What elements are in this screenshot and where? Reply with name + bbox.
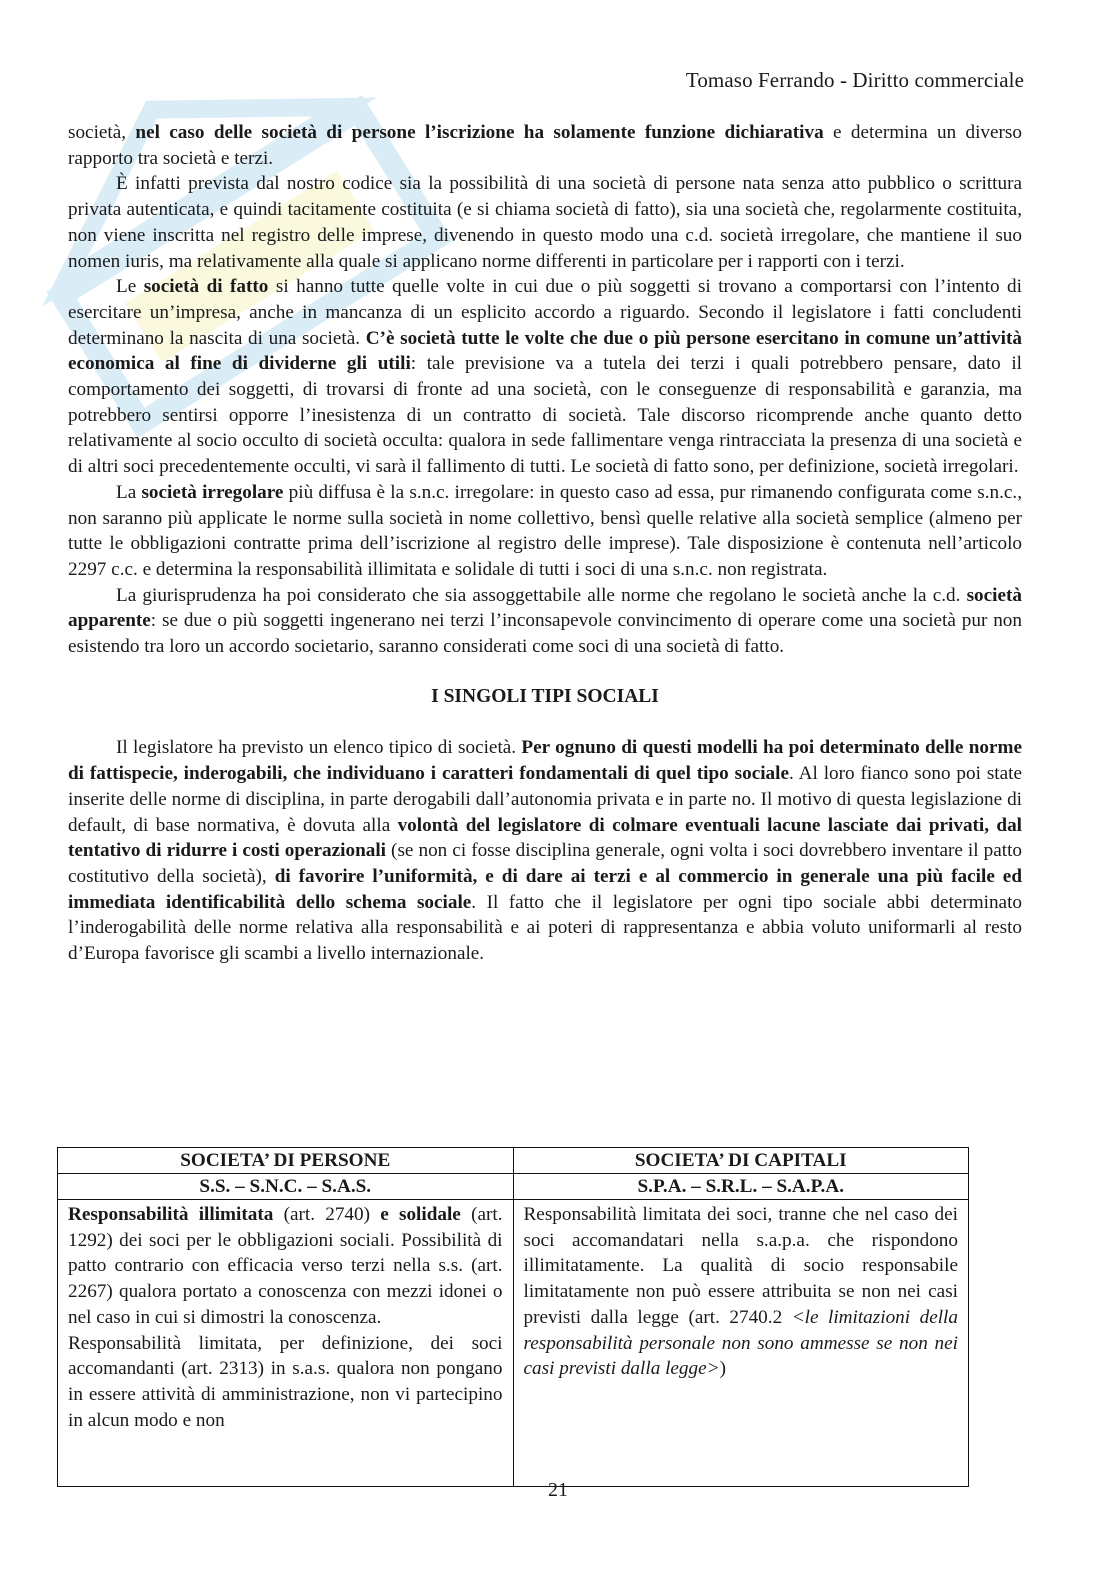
bold-phrase: società di fatto — [143, 276, 269, 298]
paragraph-3: Le società di fatto si hanno tutte quelle volte in cui due o più soggetti si trovano a comportarsi con l’intento di esercitare un’impresa, anche in mancanza di un esplicito accordo a riguardo. Secondo il legislatore i fatti concludenti determinano la nascita di una società. C’è società tutte le volte che due o più persone esercitano in comune un’attività economica al fine di dividerne gli utili: tale previsione va a tutela dei terzi i quali potrebbero pensare, dato il comportamento dei soggetti, di trovarsi di fronte ad una società, con le conseguenze di responsabilità e garanzia, ma potrebbero sentirsi opporre l’inesistenza di un contratto di società. Tale discorso ricomprende anche quanto detto relativamente al socio occulto di società occulta: qualora in sede fallimentare venga rintracciata la presenza di una società e di altri soci precedentemente occulti, vi sarà il fallimento di tutti. Le società di fatto sono, per definizione, società irregolari. — [68, 276, 1022, 478]
paragraph-5: La giurisprudenza ha poi considerato che sia assoggettabile alle norme che regolano le società anche la c.d. società apparente: se due o più soggetti ingenerano nei terzi l’inconsapevole convincimento di operare come una società pur non esistendo tra loro un accordo societario, saranno considerati come soci di una società di fatto. — [68, 584, 1022, 658]
bold-phrase: C’è società tutte le volte che due o più persone esercitano in comune un’attività economica al fine di dividerne gli utili — [68, 327, 1022, 375]
section-heading: I SINGOLI TIPI SOCIALI — [431, 685, 659, 707]
comparison-table — [57, 1147, 969, 1487]
page-body — [68, 120, 1022, 967]
paragraph-1: società, nel caso delle società di persone l’iscrizione ha solamente funzione dichiarativa e determina un diverso rapporto tra società e terzi. — [68, 122, 1022, 169]
bold-phrase: nel caso delle società di persone l’iscrizione ha solamente funzione dichiarativa — [135, 122, 824, 143]
paragraph-4: La società irregolare più diffusa è la s.n.c. irregolare: in questo caso ad essa, pur rimanendo configurata come s.n.c., non saranno più applicate le norme sulla società in nome collettivo, bensì quelle relative alla società semplice (almeno per tutte le obbligazioni contratte prima dell’iscrizione al registro delle imprese). Tale disposizione è contenuta nell’articolo 2297 c.c. e determina la responsabilità illimitata e solidale di tutti i soci di una s.n.c. non registrata. — [68, 481, 1022, 580]
running-header: Tomaso Ferrando - Diritto commerciale — [685, 68, 1024, 92]
table-cell-persone: Responsabilità illimitata (art. 2740) e solidale (art. 1292) dei soci per le obbligazioni sociali. Possibilità di patto contrario con efficacia verso terzi nella s.s. (art. 2267) qualora portato a conoscenza con mezzi idonei o nel caso in cui si dimostri la conoscenza. Responsabilità limitata, per definizione, dei soci accomandanti (art. 2313) in s.a.s. qualora non pongano in essere attività di amministrazione, non vi partecipino in alcun modo e non — [58, 1200, 514, 1487]
paragraph-6: Il legislatore ha previsto un elenco tipico di società. Per ognuno di questi modelli ha poi determinato delle norme di fattispecie, inderogabili, che individuano i caratteri fondamentali di quel tipo sociale. Al loro fianco sono poi state inserite delle norme di disciplina, in parte derogabili dall’autonomia privata e in parte no. Il motivo di questa legislazione di default, di base normativa, è dovuta alla volontà del legislatore di colmare eventuali lacune lasciate dai privati, dal tentativo di ridurre i costi operazionali (se non ci fosse disciplina generale, ogni volta i soci dovrebbero inventare il patto costitutivo della società), di favorire l’uniformità, e di dare ai terzi e al commercio in generale una più facile ed immediata identificabilità dello schema sociale. Il fatto che il legislatore per ogni tipo sociale abbi determinato l’inderogabilità delle norme relativa alla responsabilità e ai poteri di rappresentanza e abbia voluto uniformarli al resto d’Europa favorisce gli scambi a livello internazionale. — [68, 737, 1023, 965]
table-cell-capitali: Responsabilità limitata dei soci, tranne che nel caso dei soci accomandatari nella s.a.p.a. che rispondono illimitatamente. La qualità di socio responsabile limitatamente non può essere attribuita se non nei casi previsti dalla legge (art. 2740.2 <le limitazioni della responsabilità personale non sono ammesse se non nei casi previsti dalla legge>) — [513, 1200, 969, 1487]
bold-phrase: società irregolare — [141, 481, 284, 503]
bold-phrase: di favorire l’uniformità, e di dare ai terzi e al commercio in generale una più facile ed immediata identificabilità dello schema sociale — [68, 865, 1022, 913]
bold-phrase: volontà del legislatore di colmare eventuali lacune lasciate dai privati, dal tentativo di ridurre i costi operazionali — [68, 814, 1022, 862]
page-number: 21 — [548, 1479, 568, 1501]
table-header-persone: SOCIETA’ DI PERSONE — [58, 1148, 514, 1174]
bold-phrase: Per ognuno di questi modelli ha poi determinato delle norme di fattispecie, inderogabili, che individuano i caratteri fondamentali di quel tipo sociale — [68, 737, 1022, 785]
bold-phrase: società apparente — [68, 584, 1022, 632]
paragraph-2: È infatti prevista dal nostro codice sia la possibilità di una società di persone nata senza atto pubblico o scrittura privata autenticata, e quindi tacitamente costituita (e si chiama società di fatto), sia una società che, regolarmente costituita, non viene inscritta nel registro delle imprese, divenendo in questo modo una c.d. società irregolare, che mantiene il suo nomen iuris, ma relativamente alla quale si applicano norme differenti in particolare per i rapporti con i terzi. — [68, 173, 1022, 272]
table-header-capitali: SOCIETA’ DI CAPITALI — [513, 1148, 969, 1174]
table-subheader-capitali: S.P.A. – S.R.L. – S.A.P.A. — [513, 1174, 969, 1200]
table-subheader-persone: S.S. – S.N.C. – S.A.S. — [58, 1174, 514, 1200]
